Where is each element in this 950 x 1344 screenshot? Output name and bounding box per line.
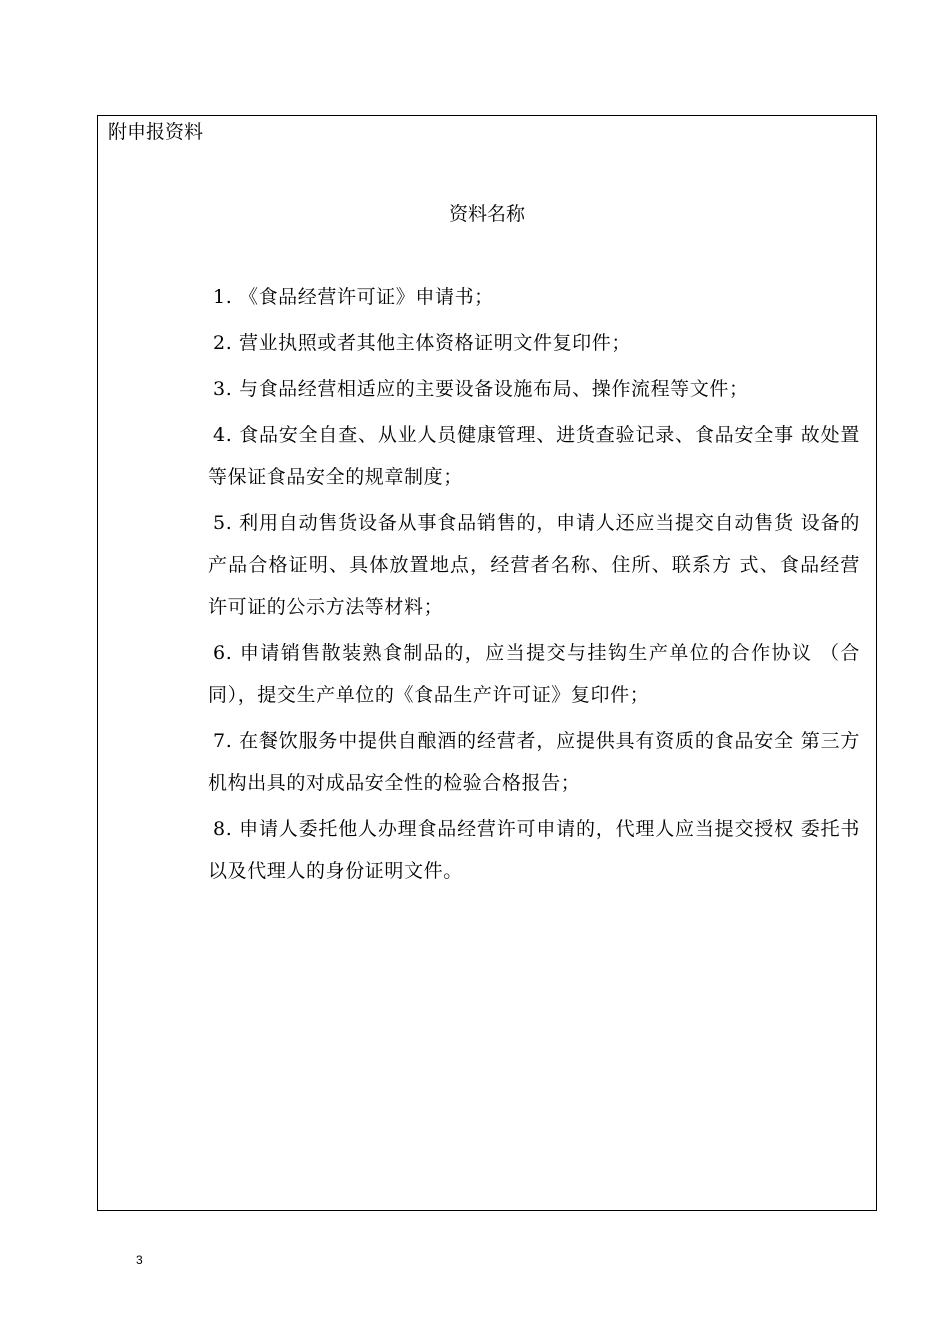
page-number: 3 <box>136 1253 143 1267</box>
list-item: 4. 食品安全自查、从业人员健康管理、进货查验记录、食品安全事 故处置等保证食品安全的规章制度； <box>208 424 860 488</box>
list-item: 2. 营业执照或者其他主体资格证明文件复印件； <box>213 332 631 354</box>
list-item: 3. 与食品经营相适应的主要设备设施布局、操作流程等文件； <box>213 378 749 400</box>
list-item: 6. 申请销售散装熟食制品的，应当提交与挂钩生产单位的合作协议 （合同），提交生产单位的《食品生产许可证》复印件； <box>208 642 860 706</box>
materials-list <box>208 276 860 896</box>
list-item: 8. 申请人委托他人办理食品经营许可申请的，代理人应当提交授权 委托书以及代理人的身份证明文件。 <box>208 818 860 882</box>
section-title: 资料名称 <box>448 203 525 225</box>
header-label: 附申报资料 <box>108 121 204 143</box>
list-item: 5. 利用自动售货设备从事食品销售的，申请人还应当提交自动售货 设备的产品合格证明、具体放置地点，经营者名称、住所、联系方 式、食品经营许可证的公示方法等材料； <box>208 512 860 618</box>
list-item: 7. 在餐饮服务中提供自酿酒的经营者，应提供具有资质的食品安全 第三方机构出具的对成品安全性的检验合格报告； <box>208 730 860 794</box>
document-frame <box>97 115 877 1211</box>
list-item: 1. 《食品经营许可证》申请书； <box>213 286 494 308</box>
